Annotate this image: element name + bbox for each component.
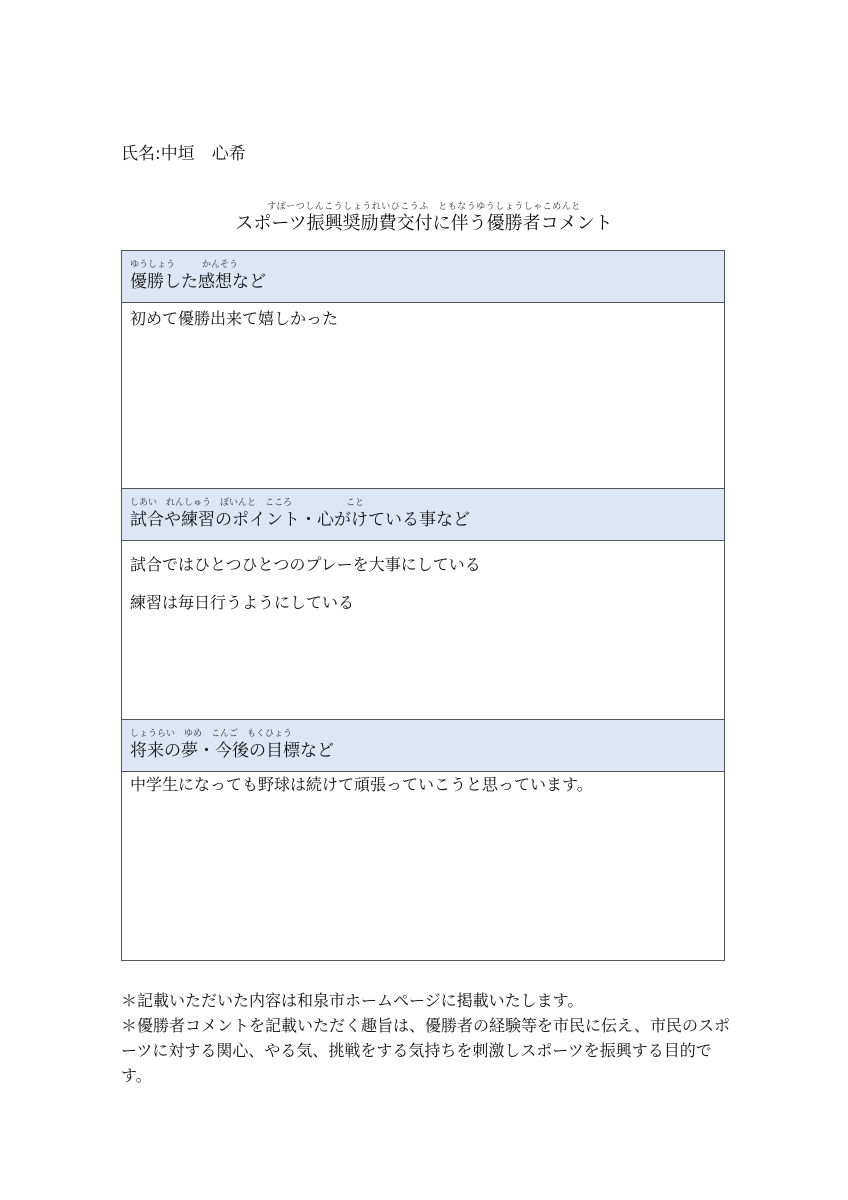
section-practice (122, 488, 724, 719)
notes (121, 988, 731, 1088)
page-title: スポーツ振興奨励費交付に伴う優勝者コメント (235, 213, 613, 234)
name-line: 氏名:中垣 心希 (121, 144, 246, 164)
answer-line: 中学生になっても野球は続けて頑張っていこうと思っています。 (130, 775, 593, 794)
heading-ruby: ゆうしょう かんそう (130, 260, 239, 270)
section-heading: 将来の夢・今後の目標など (130, 741, 334, 761)
title-ruby: すぽーつしんこうしょうれいひこうふ ともなうゆうしょうしゃこめんと (267, 202, 581, 212)
title-block (0, 202, 848, 235)
section-future (122, 719, 724, 960)
comment-table (121, 250, 725, 961)
section-header (122, 251, 724, 303)
note-item: ＊優勝者コメントを記載いただく趣旨は、優勝者の経験等を市民に伝え、市民のスポーツに対する関心、やる気、挑戦をする気持ちを刺激しスポーツを振興する目的です。 (121, 1016, 730, 1085)
section-heading: 優勝した感想など (130, 272, 266, 292)
answer-line: 初めて優勝出来て嬉しかった (130, 309, 339, 328)
heading-ruby: しょうらい ゆめ こんご もくひょう (130, 729, 293, 739)
heading-ruby: しあい れんしゅう ぽいんと こころ こと (130, 498, 365, 508)
section-body (122, 772, 724, 795)
answer-line: 試合ではひとつひとつのプレーを大事にしている (130, 555, 481, 574)
section-header (122, 489, 724, 541)
section-header (122, 720, 724, 772)
answer-line: 練習は毎日行うようにしている (130, 593, 355, 612)
section-impressions (122, 251, 724, 488)
section-body (122, 303, 724, 329)
note-item: ＊記載いただいた内容は和泉市ホームページに掲載いたします。 (121, 991, 584, 1010)
section-heading: 試合や練習のポイント・心がけている事など (130, 510, 470, 530)
section-body (122, 541, 724, 613)
